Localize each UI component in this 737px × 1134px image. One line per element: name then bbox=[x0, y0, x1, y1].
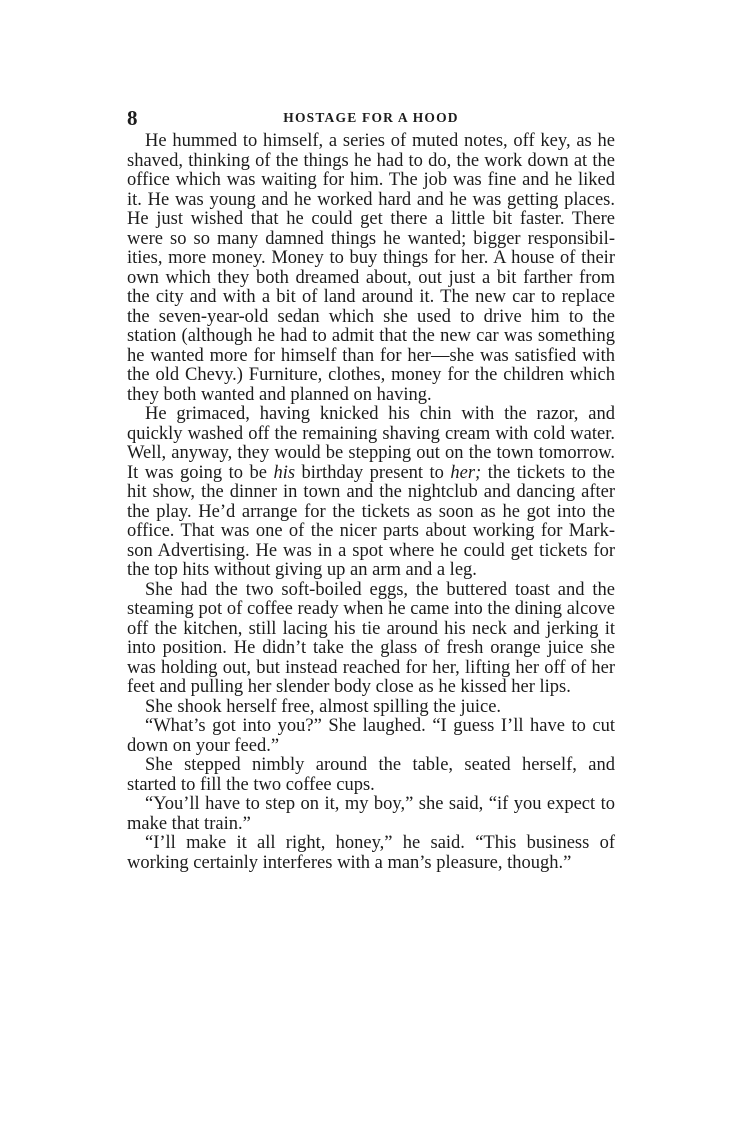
paragraph-2-part-2: birthday present to bbox=[295, 462, 451, 483]
paragraph-7: “You’ll have to step on it, my boy,” she said, “if you expect to make that train.” bbox=[127, 794, 615, 834]
emphasis-her: her; bbox=[450, 462, 482, 483]
page-header bbox=[127, 104, 615, 132]
paragraph-2-part-3: the tickets to the hit show, the dinner in town and the nightclub and dancing after the play. He’d arrange for the tickets as soon as he got into the office. That was one of the nicer parts about working for Markson Advertising. He was in a spot where he could get tickets for the top hits without giving up an arm and a leg. bbox=[127, 462, 615, 580]
paragraph-6: She stepped nimbly around the table, seated herself, and started to fill the two coffee cups. bbox=[127, 755, 615, 795]
paragraph-2-part-1: He grimaced, having knicked his chin with the razor, and quickly washed off the remaining shaving cream with cold water. Well, anyway, they would be stepping out on the town tomorrow. It was going to be bbox=[127, 404, 615, 483]
paragraph-2 bbox=[127, 405, 615, 581]
emphasis-his: his bbox=[273, 462, 296, 483]
page-number: 8 bbox=[127, 106, 138, 130]
paragraph-8: “I’ll make it all right, honey,” he said. “This business of working certainly interferes with a man’s pleasure, though.” bbox=[127, 833, 615, 873]
paragraph-4: She shook herself free, almost spilling the juice. bbox=[145, 696, 502, 717]
paragraph-3: She had the two soft-boiled eggs, the buttered toast and the steaming pot of coffee ready when he came into the dining alcove off the kitchen, still lacing his tie around his neck and jerking it into position. He didn’t take the glass of fresh orange juice she was holding out, but instead reached for her, lifting her off of her feet and pulling her slender body close as he kissed her lips. bbox=[127, 579, 615, 697]
running-head: HOSTAGE FOR A HOOD bbox=[283, 110, 459, 125]
body-text bbox=[127, 132, 615, 873]
paragraph-5: “What’s got into you?” She laughed. “I guess I’ll have to cut down on your feed.” bbox=[127, 716, 615, 756]
paragraph-1: He hummed to himself, a series of muted notes, off key, as he shaved, thinking of the things he had to do, the work down at the office which was waiting for him. The job was fine and he liked it. He was young and he worked hard and he was getting places. He just wished that he could get there a little bit faster. There were so so many damned things he wanted; bigger responsibilities, more money. Money to buy things for her. A house of their own which they both dreamed about, out just a bit farther from the city and with a bit of land around it. The new car to replace the seven-year-old sedan which she used to drive him to the station (although he had to admit that the new car was something he wanted more for himself than for her—she was satisfied with the old Chevy.) Furniture, clothes, money for the children which they both wanted and planned on having. bbox=[127, 131, 615, 405]
